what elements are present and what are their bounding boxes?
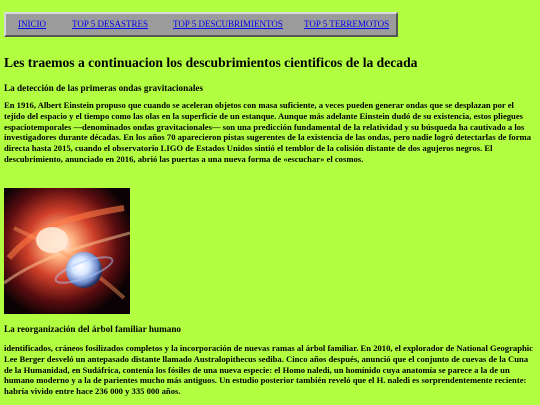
nav-link-inicio[interactable]: INICIO [18, 19, 46, 29]
section-body-human-family-tree: identificados, cráneos fosilizados completos y la incorporación de nuevas ramas al árbol familiar. En 2010, el explorador de National Geographic Lee Berger desveló un antepasado distante llamado Australopithecus sediba. Cinco años después, anunció que el conjunto de cuevas de la Cuna de la Humanidad, en Sudáfrica, contenía los fósiles de una nueva especie: el Homo naledi, un homínido cuya anatomía se parece a la de un humano moderno y a la de parientes mucho más antiguos. Un estudio posterior también reveló que el H. naledi es sorprendentemente reciente: habría vivido entre hace 236 000 y 335 000 años. [4, 343, 533, 397]
top-navigation-bar [4, 12, 398, 37]
nav-link-top-5-terremotos[interactable]: TOP 5 TERREMOTOS [304, 19, 390, 29]
section-heading-gravitational-waves: La detección de las primeras ondas gravitacionales [4, 83, 204, 93]
page-title: Les traemos a continuacion los descubrimientos cientificos de la decada [4, 55, 418, 70]
section-heading-human-family-tree: La reorganización del árbol familiar humano [4, 324, 182, 334]
nav-link-top-5-desastres[interactable]: TOP 5 DESASTRES [72, 19, 149, 29]
section-body-gravitational-waves: En 1916, Albert Einstein propuso que cuando se aceleran objetos con masa suficiente, a veces pueden generar ondas que se desplazan por el tejido del espacio y el tiempo como las olas en la superficie de un estanque. Aunque más adelante Einstein dudó de su existencia, estos pliegues espaciotemporales —denominados ondas gravitacionales— son una predicción fundamental de la relatividad y su búsqueda ha cautivado a los investigadores durante décadas. En los años 70 aparecieron pistas sugerentes de la existencia de las ondas, pero nadie logró detectarlas de forma directa hasta 2015, cuando el observatorio LIGO de Estados Unidos sintió el temblor de la colisión distante de dos agujeros negros. El descubrimiento, anunciado en 2016, abrió las puertas a una nueva forma de «escuchar» el cosmos. [4, 100, 532, 164]
nav-link-top-5-descubrimientos[interactable]: TOP 5 DESCUBRIMIENTOS [173, 19, 283, 29]
black-hole-collision-image [4, 188, 130, 314]
